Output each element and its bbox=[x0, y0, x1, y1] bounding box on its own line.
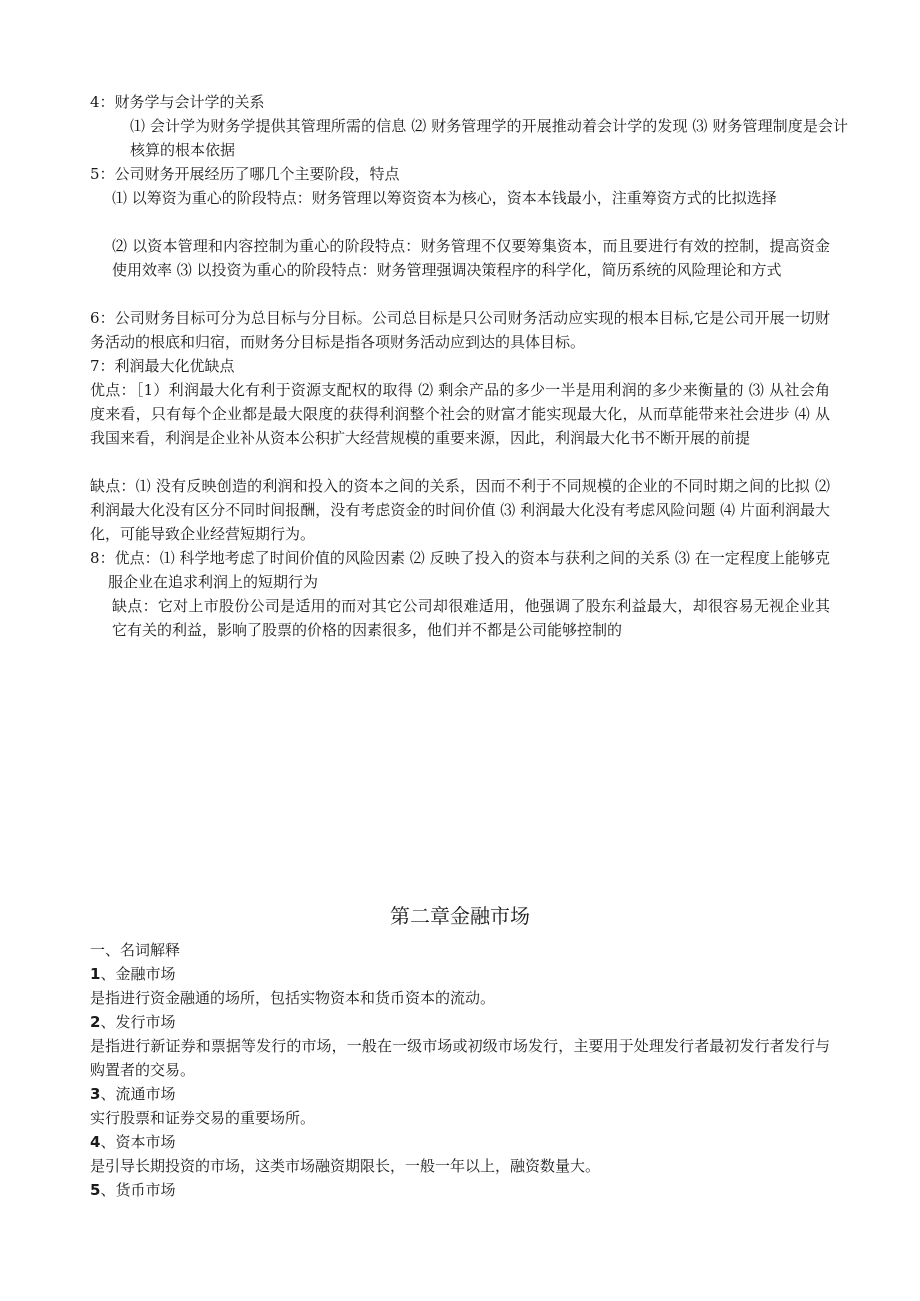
term-2-heading bbox=[90, 1010, 830, 1034]
section-subtitle: 一、名词解释 bbox=[90, 941, 181, 959]
term-number: 3 bbox=[90, 1085, 101, 1103]
item-4-title: 4：财务学与会计学的关系 bbox=[90, 93, 265, 111]
term-name: 、金融市场 bbox=[100, 965, 176, 983]
term-number: 2 bbox=[90, 1013, 101, 1031]
item-5-title: 5：公司财务开展经历了哪几个主要阶段，特点 bbox=[90, 165, 400, 183]
item-7-title: 7：利润最大化优缺点 bbox=[90, 357, 235, 375]
item-5-stage-1: ⑴ 以筹资为重心的阶段特点：财务管理以筹资资本为核心，资本本钱最小，注重筹资方式的比拟选择 bbox=[112, 189, 777, 207]
term-4-heading bbox=[90, 1130, 830, 1154]
item-7-pros: 优点：［1）利润最大化有利于资源支配权的取得 ⑵ 剩余产品的多少一半是用利润的多少来衡量的 ⑶ 从社会角度来看，只有每个企业都是最大限度的获得利润整个社会的财富才能实现最大化，从而草能带来社会进步 ⑷ 从我国来看，利润是企业补从资本公积扩大经营规模的重要来源，因此，利润最大化书不断开展的前提 bbox=[90, 381, 830, 447]
term-number: 1 bbox=[90, 965, 101, 983]
term-4-definition: 是引导长期投资的市场，这类市场融资期限长，一般一年以上，融资数量大。 bbox=[90, 1157, 601, 1175]
item-8-pros: 8：优点：⑴ 科学地考虑了时间价值的风险因素 ⑵ 反映了投入的资本与获利之间的关系 ⑶ 在一定程度上能够克服企业在追求利润上的短期行为 bbox=[90, 549, 830, 591]
term-number: 4 bbox=[90, 1133, 101, 1151]
item-8-cons: 缺点：它对上市股份公司是适用的而对其它公司却很难适用，他强调了股东利益最大，却很容易无视企业其它有关的利益，影响了股票的价格的因素很多，他们并不都是公司能够控制的 bbox=[112, 597, 830, 639]
term-name: 、发行市场 bbox=[100, 1013, 176, 1031]
item-7-cons: 缺点：⑴ 没有反映创造的利润和投入的资本之间的关系，因而不利于不同规模的企业的不同时期之间的比拟 ⑵ 利润最大化没有区分不同时间报酬，没有考虑资金的时间价值 ⑶ 利润最大化没有考虑风险问题 ⑷ 片面利润最大化，可能导致企业经营短期行为。 bbox=[90, 477, 830, 543]
item-5-stage-2-3: ⑵ 以资本管理和内容控制为重心的阶段特点：财务管理不仅要筹集资本，而且要进行有效的控制，提高资金使用效率 ⑶ 以投资为重心的阶段特点：财务管理强调决策程序的科学化，简历系统的风险理论和方式 bbox=[112, 237, 830, 279]
term-name: 、资本市场 bbox=[100, 1133, 176, 1151]
item-4-body: ⑴ 会计学为财务学提供其管理所需的信息 ⑵ 财务管理学的开展推动着会计学的发现 ⑶ 财务管理制度是会计核算的根本依据 bbox=[130, 117, 848, 159]
term-3-heading bbox=[90, 1082, 830, 1106]
term-1-heading bbox=[90, 962, 830, 986]
term-2-definition: 是指进行新证券和票据等发行的市场，一般在一级市场或初级市场发行，主要用于处理发行者最初发行者发行与购置者的交易。 bbox=[90, 1037, 830, 1079]
term-name: 、流通市场 bbox=[100, 1085, 176, 1103]
chapter-title: 第二章金融市场 bbox=[390, 904, 530, 928]
item-6-paragraph: 6：公司财务目标可分为总目标与分目标。公司总目标是只公司财务活动应实现的根本目标,它是公司开展一切财务活动的根底和归宿，而财务分目标是指各项财务活动应到达的具体目标。 bbox=[90, 309, 830, 351]
term-1-definition: 是指进行资金融通的场所，包括实物资本和货币资本的流动。 bbox=[90, 989, 496, 1007]
term-name: 、货币市场 bbox=[100, 1181, 176, 1199]
term-3-definition: 实行股票和证券交易的重要场所。 bbox=[90, 1109, 316, 1127]
term-number: 5 bbox=[90, 1181, 101, 1199]
term-5-heading bbox=[90, 1178, 830, 1202]
